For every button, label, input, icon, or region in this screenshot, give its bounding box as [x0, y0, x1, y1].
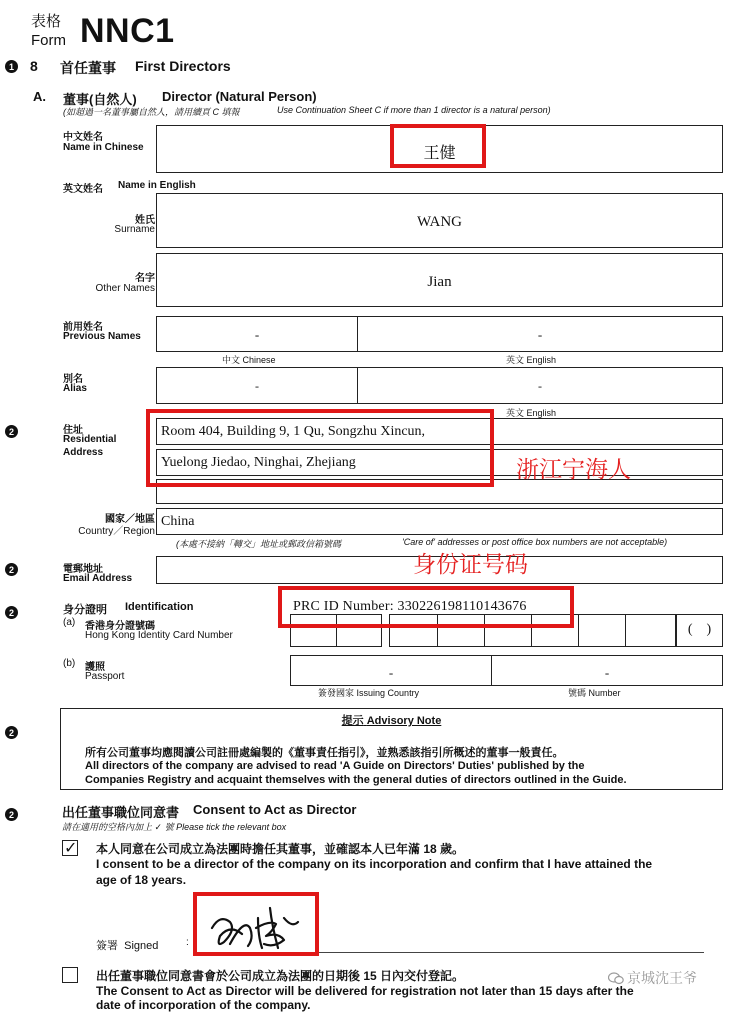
previous-names-label-en: Previous Names [63, 331, 141, 342]
name-english-heading-en: Name in English [118, 180, 196, 191]
country-label-zh: 國家／地區 [105, 514, 155, 525]
name-chinese-label-zh: 中文姓名 [63, 132, 103, 143]
residential-label-en1: Residential [63, 434, 117, 445]
consent-option2-en1: The Consent to Act as Director will be delivered for registration not later than 15 days after the [96, 984, 634, 998]
alias-value-en: - [538, 379, 542, 393]
name-chinese-value: 王健 [423, 145, 456, 162]
previous-names-field[interactable] [156, 316, 723, 352]
other-names-value: Jian [427, 274, 452, 290]
annotation-id-label: 身份证号码 [413, 552, 528, 578]
residential-line2: Yuelong Jiedao, Ninghai, Zhejiang [161, 455, 356, 470]
hkid-check-digit: ( ) [687, 622, 712, 637]
other-names-label-en: Other Names [95, 283, 155, 294]
consent-option1-en2: age of 18 years. [96, 873, 187, 887]
advisory-text-en1: All directors of the company are advised to read 'A Guide on Directors' Duties' published by the [85, 760, 585, 772]
prc-id-number: PRC ID Number: 330226198110143676 [293, 599, 527, 614]
country-field[interactable] [156, 508, 723, 535]
alias-col-english-label: 英文 English [506, 408, 557, 418]
passport-number-label: 號碼 Number [568, 688, 621, 698]
residential-line1: Room 404, Building 9, 1 Qu, Songzhu Xincun, [161, 424, 426, 439]
annotation-hometown: 浙江宁海人 [516, 457, 631, 483]
note-bullet: 2 [5, 606, 18, 619]
advisory-text-zh: 所有公司董事均應閱讀公司註冊處編製的《董事責任指引》，並熟悉該指引所概述的董事一般責任。 [85, 747, 564, 759]
consent-title-en: Consent to Act as Director [193, 802, 357, 817]
col-chinese-label: 中文 Chinese [222, 355, 276, 365]
advisory-note-box [60, 708, 723, 790]
consent-option1-en1: I consent to be a director of the company on its incorporation and confirm that I have attained the [96, 857, 653, 871]
note-bullet: 1 [5, 60, 18, 73]
section-number: 8 [30, 58, 38, 74]
part-letter: A. [33, 89, 46, 104]
wechat-icon [608, 972, 624, 985]
consent-option1-zh: 本人同意在公司成立為法團時擔任其董事，並確認本人已年滿 18 歲。 [96, 842, 465, 856]
passport-country-value: - [388, 665, 394, 680]
form-label-zh: 表格 [31, 13, 62, 30]
watermark-text: 京城沈王爷 [627, 970, 697, 986]
signed-colon: : [186, 937, 189, 948]
country-note-zh: (本處不接納「轉交」地址或郵政信箱號碼 [176, 539, 341, 549]
country-label-en: Country／Region [78, 526, 155, 537]
consent-option2-zh: 出任董事職位同意書會於公司成立為法團的日期後 15 日內交付登記。 [96, 969, 465, 983]
name-chinese-label-en: Name in Chinese [63, 142, 144, 153]
advisory-text-en2: Companies Registry and acquaint themselves with the general duties of directors outlined in the Guide. [85, 774, 627, 786]
passport-label-zh: 護照 [85, 662, 105, 673]
hkid-label-en: Hong Kong Identity Card Number [85, 630, 233, 641]
country-value: China [161, 514, 195, 529]
passport-field[interactable] [290, 655, 723, 686]
part-note-en: Use Continuation Sheet C if more than 1 director is a natural person) [277, 105, 551, 115]
surname-value: WANG [417, 214, 462, 230]
identification-label-en: Identification [125, 601, 194, 613]
consent-option2-checkbox[interactable] [62, 967, 78, 983]
part-note-zh: (如超過一名董事屬自然人，請用續頁 C 填報 [63, 107, 240, 117]
annotation-box-address [146, 409, 494, 487]
alias-field[interactable] [156, 367, 723, 404]
hkid-check-digit-cell[interactable] [676, 614, 723, 647]
form-code: NNC1 [80, 12, 175, 50]
alias-label-zh: 別名 [63, 374, 83, 385]
previous-names-value-en: - [537, 327, 543, 342]
email-label-zh: 電郵地址 [63, 564, 103, 575]
annotation-box-chinese-name [390, 124, 486, 168]
other-names-label-zh: 名字 [135, 273, 155, 284]
country-note-en: 'Care of' addresses or post office box numbers are not acceptable) [402, 537, 668, 547]
note-bullet: 2 [5, 563, 18, 576]
passport-label-en: Passport [85, 671, 125, 682]
consent-title-zh: 出任董事職位同意書 [62, 805, 180, 820]
consent-option2-en2: date of incorporation of the company. [96, 998, 311, 1012]
issuing-country-label: 簽發國家 Issuing Country [318, 688, 420, 698]
surname-field[interactable] [156, 193, 723, 248]
section-title-zh: 首任董事 [60, 60, 116, 76]
advisory-title: 提示 Advisory Note [341, 715, 442, 727]
note-bullet: 2 [5, 425, 18, 438]
part-title-zh: 董事(自然人) [63, 92, 137, 107]
passport-number-value: - [604, 665, 610, 680]
watermark [608, 968, 697, 988]
residential-label-zh: 住址 [63, 425, 83, 436]
note-bullet: 2 [5, 726, 18, 739]
check-icon: ✓ [64, 840, 78, 857]
hkid-label-zh: 香港身分證號碼 [85, 621, 155, 632]
previous-names-value-zh: - [254, 327, 260, 342]
other-names-field[interactable] [156, 253, 723, 307]
surname-label-en: Surname [114, 224, 155, 235]
passport-letter: (b) [63, 658, 76, 669]
hkid-letter: (a) [63, 617, 76, 628]
identification-label-zh: 身分證明 [63, 604, 107, 616]
part-title-en: Director (Natural Person) [162, 89, 317, 104]
section-title-en: First Directors [135, 58, 231, 74]
col-english-label: 英文 English [506, 355, 557, 365]
consent-instruction: 請在適用的空格內加上 ✓ 號 Please tick the relevant box [62, 822, 287, 832]
annotation-box-id-number [278, 586, 574, 628]
signed-label: 簽署 Signed [96, 940, 159, 952]
form-label-en: Form [31, 32, 66, 49]
surname-label-zh: 姓氏 [135, 215, 155, 226]
alias-label-en: Alias [63, 383, 87, 394]
previous-names-label-zh: 前用姓名 [63, 322, 103, 333]
alias-value-zh: - [255, 379, 259, 393]
name-english-heading-zh: 英文姓名 [63, 184, 103, 195]
note-bullet: 2 [5, 808, 18, 821]
consent-option1-checkbox[interactable] [62, 840, 78, 856]
email-label-en: Email Address [63, 573, 133, 584]
residential-label-en2: Address [63, 447, 104, 458]
annotation-box-signature [193, 892, 319, 956]
